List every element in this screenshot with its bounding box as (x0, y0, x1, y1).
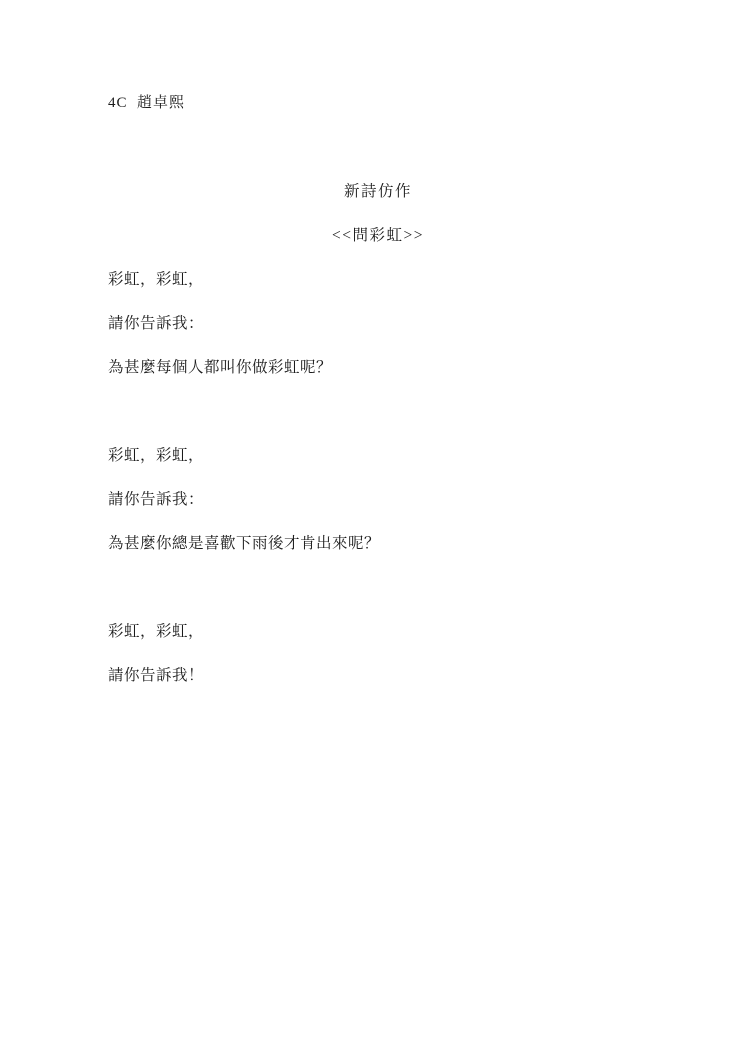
stanza-1 (108, 272, 648, 404)
poem-title: <<問彩虹>> (332, 227, 424, 244)
poem-line: 為甚麼你總是喜歡下雨後才肯出來呢？ (108, 535, 381, 552)
poem-line: 彩虹，彩虹， (108, 623, 205, 640)
poem-line: 請你告訴我： (108, 491, 205, 508)
spacer-line (108, 404, 648, 448)
spacer-line (108, 140, 648, 184)
document-heading: 新詩仿作 (343, 183, 412, 200)
stanza-2 (108, 448, 648, 580)
poem-line: 請你告訴我！ (108, 667, 205, 684)
poem-line: 彩虹，彩虹， (108, 447, 205, 464)
spacer-line (108, 580, 648, 624)
author-line: 4C 趙卓熙 (108, 95, 186, 111)
poem-line: 彩虹，彩虹， (108, 271, 205, 288)
stanza-3 (108, 624, 648, 712)
poem-line: 為甚麼每個人都叫你做彩虹呢？ (108, 359, 333, 376)
document-body (108, 96, 648, 712)
poem-line: 請你告訴我： (108, 315, 205, 332)
